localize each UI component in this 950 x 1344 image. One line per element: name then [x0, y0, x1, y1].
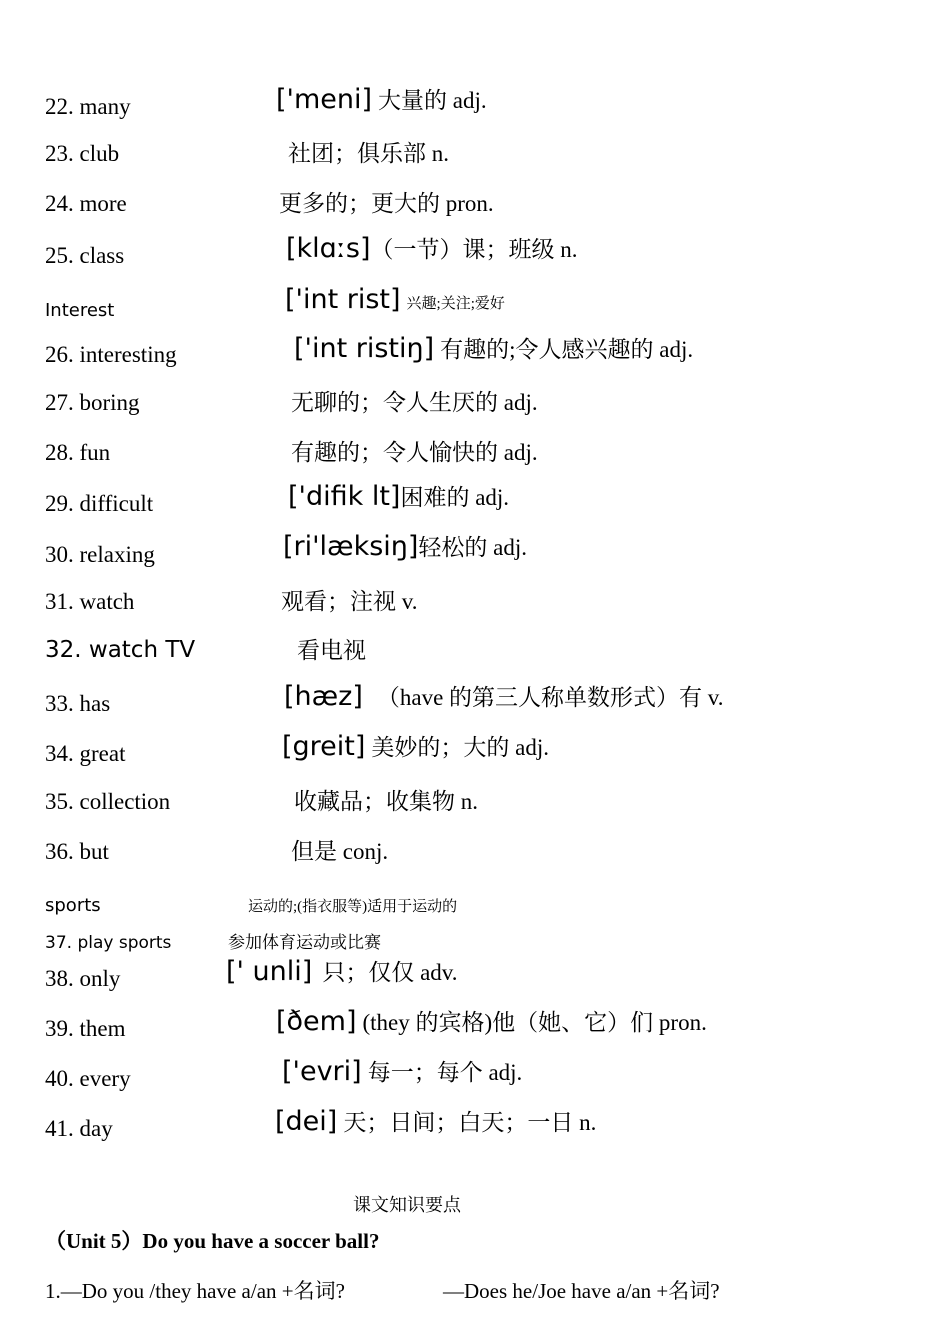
vocab-meaning: 大量的 adj.	[378, 88, 487, 113]
vocab-word: 33. has	[45, 691, 111, 716]
vocab-meaning: 更多的；更大的 pron.	[279, 191, 494, 216]
vocab-meaning: 运动的;(指衣服等)适用于运动的	[248, 899, 458, 915]
vocab-word: 25. class	[45, 243, 125, 268]
sentence-pattern-left: 1.—Do you /they have a/an +名词?	[45, 1279, 345, 1303]
vocab-phonetic: ['int ristiŋ]	[294, 333, 435, 364]
vocab-meaning: 收藏品；收集物 n.	[294, 789, 478, 814]
vocab-word: 23. club	[45, 141, 120, 166]
sentence-pattern-right: —Does he/Joe have a/an +名词?	[443, 1279, 720, 1303]
vocab-entry	[275, 1108, 596, 1135]
vocab-entry	[282, 1058, 522, 1085]
vocab-word: 39. them	[45, 1016, 126, 1041]
vocab-word: 36. but	[45, 839, 109, 864]
vocab-word: 32. watch TV	[45, 637, 196, 663]
vocab-phonetic: [' unli]	[226, 956, 313, 987]
vocab-word: 22. many	[45, 94, 131, 119]
vocab-meaning: 轻松的 adj.	[418, 535, 528, 560]
vocab-word: 30. relaxing	[45, 542, 155, 567]
vocab-word: 35. collection	[45, 789, 171, 814]
vocab-meaning: 困难的 adj.	[400, 485, 510, 510]
vocab-meaning: 每一；每个 adj.	[367, 1060, 523, 1085]
vocab-meaning: 看电视	[297, 638, 366, 663]
vocab-phonetic: [ðem]	[276, 1006, 357, 1037]
vocab-word: Interest	[45, 300, 115, 321]
vocab-word: 24. more	[45, 191, 127, 216]
vocab-entry	[286, 235, 578, 262]
vocab-meaning: 无聊的；令人生厌的 adj.	[291, 390, 538, 415]
vocab-entry	[288, 483, 509, 510]
vocab-phonetic: [hæz]	[284, 681, 363, 712]
unit-title: （Unit 5）Do you have a soccer ball?	[45, 1229, 380, 1253]
vocab-meaning: （一节）课；班级 n.	[370, 237, 578, 262]
vocab-meaning: 参加体育运动或比赛	[228, 933, 381, 952]
vocab-word: 38. only	[45, 966, 121, 991]
vocab-meaning: 兴趣;关注;爱好	[406, 296, 505, 312]
section-heading: 课文知识要点	[353, 1195, 461, 1215]
vocab-entry	[284, 683, 724, 710]
vocab-meaning: 社团；俱乐部 n.	[288, 141, 449, 166]
vocab-phonetic: [dei]	[275, 1106, 338, 1137]
vocab-meaning: 有趣的;令人感兴趣的 adj.	[440, 337, 694, 362]
vocab-entry	[285, 286, 505, 313]
vocab-phonetic: [ri'læksiŋ]	[283, 531, 419, 562]
vocab-word: sports	[45, 895, 101, 916]
vocab-phonetic: ['meni]	[276, 84, 373, 115]
vocab-word: 28. fun	[45, 440, 111, 465]
vocab-word: 29. difficult	[45, 491, 154, 516]
vocab-meaning: 美妙的；大的 adj.	[371, 735, 550, 760]
vocab-meaning: 天；日间；白天；一日 n.	[343, 1110, 597, 1135]
vocab-word: 27. boring	[45, 390, 140, 415]
vocab-meaning: (they 的宾格)他（她、它）们 pron.	[362, 1010, 707, 1035]
vocab-phonetic: [greit]	[282, 731, 366, 762]
vocab-entry	[276, 1008, 707, 1035]
vocab-phonetic: ['int rist]	[285, 284, 401, 315]
vocab-word: 26. interesting	[45, 342, 177, 367]
vocab-word: 40. every	[45, 1066, 131, 1091]
vocab-entry	[283, 533, 527, 560]
vocab-word: 34. great	[45, 741, 126, 766]
vocab-meaning: 但是 conj.	[291, 839, 389, 864]
vocab-word: 31. watch	[45, 589, 135, 614]
vocab-meaning: 有趣的；令人愉快的 adj.	[291, 440, 538, 465]
vocab-meaning: 只；仅仅 adv.	[322, 960, 458, 985]
vocab-entry	[276, 86, 487, 113]
vocab-entry	[294, 335, 693, 362]
vocab-phonetic: ['evri]	[282, 1056, 362, 1087]
vocab-word: 41. day	[45, 1116, 113, 1141]
vocab-phonetic: ['difik lt]	[288, 481, 401, 512]
vocab-phonetic: [klɑːs]	[286, 233, 371, 264]
vocab-word: 37. play sports	[45, 933, 172, 953]
vocab-meaning: （have 的第三人称单数形式）有 v.	[376, 685, 724, 710]
vocab-entry	[226, 958, 458, 985]
vocab-meaning: 观看；注视 v.	[281, 589, 418, 614]
vocab-entry	[282, 733, 549, 760]
